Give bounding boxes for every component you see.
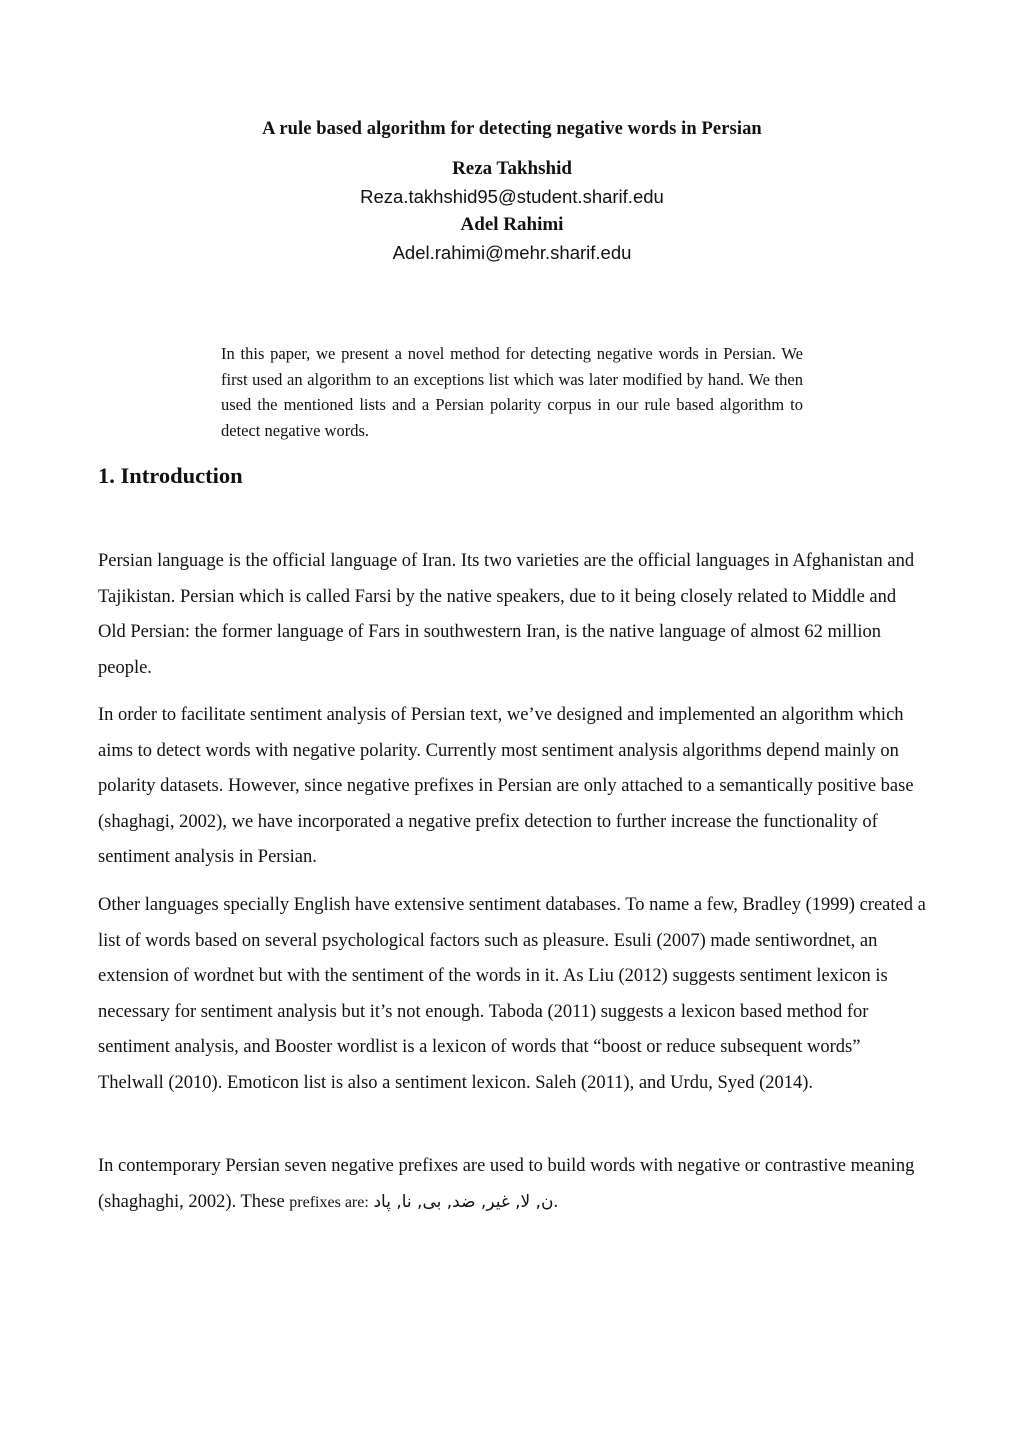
sentence-end: . [553, 1191, 559, 1212]
paragraph-text: In contemporary Persian seven negative prefixes are used to build words with negative or contrastive meaning (shaghaghi, 2002). These [98, 1156, 915, 1212]
author-email: Reza.takhshid95@student.sharif.edu [360, 186, 664, 207]
author-email: Adel.rahimi@mehr.sharif.edu [392, 242, 632, 263]
section-heading: 1. Introduction [98, 463, 243, 488]
author-list [0, 155, 1024, 267]
author-name: Reza Takhshid [452, 158, 572, 179]
paragraph: In order to facilitate sentiment analysis of Persian text, we’ve designed and implemented an algorithm which aims to detect words with negative polarity. Currently most sentiment analysis algorithms depend mainly on polarity datasets. However, since negative prefixes in Persian are only attached to a semantically positive base (shaghagi, 2002), we have incorporated a negative prefix detection to further increase the functionality of sentiment analysis in Persian. [98, 705, 914, 868]
paragraph: Persian language is the official language of Iran. Its two varieties are the official languages in Afghanistan and Tajikistan. Persian which is called Farsi by the native speakers, due to it being closely related to Middle and Old Persian: the former language of Fars in southwestern Iran, is the native language of almost 62 million people. [98, 551, 915, 678]
author-name: Adel Rahimi [460, 214, 564, 235]
paragraph: Other languages specially English have extensive sentiment databases. To name a few, Bradley (1999) created a list of words based on several psychological factors such as pleasure. Esuli (2007) made sentiwordnet, an extension of wordnet but with the sentiment of the words in it. As Liu (2012) suggests sentiment lexicon is necessary for sentiment analysis but it’s not enough. Taboda (2011) suggests a lexicon based method for sentiment analysis, and Booster wordlist is a lexicon of words that “boost or reduce subsequent words” Thelwall (2010). Emoticon list is also a sentiment lexicon. Saleh (2011), and Urdu, Syed (2014). [98, 895, 926, 1093]
paper-title: A rule based algorithm for detecting negative words in Persian [262, 119, 762, 139]
prefix-label: prefixes are: [289, 1193, 369, 1211]
abstract: In this paper, we present a novel method for detecting negative words in Persian. We first used an algorithm to an exceptions list which was later modified by hand. We then used the mentioned lists and a Persian polarity corpus in our rule based algorithm to detect negative words. [221, 344, 803, 440]
paragraph [98, 1149, 928, 1220]
persian-prefixes: ن, لا, غیر, ضد, بی, نا, پاد [373, 1191, 554, 1212]
